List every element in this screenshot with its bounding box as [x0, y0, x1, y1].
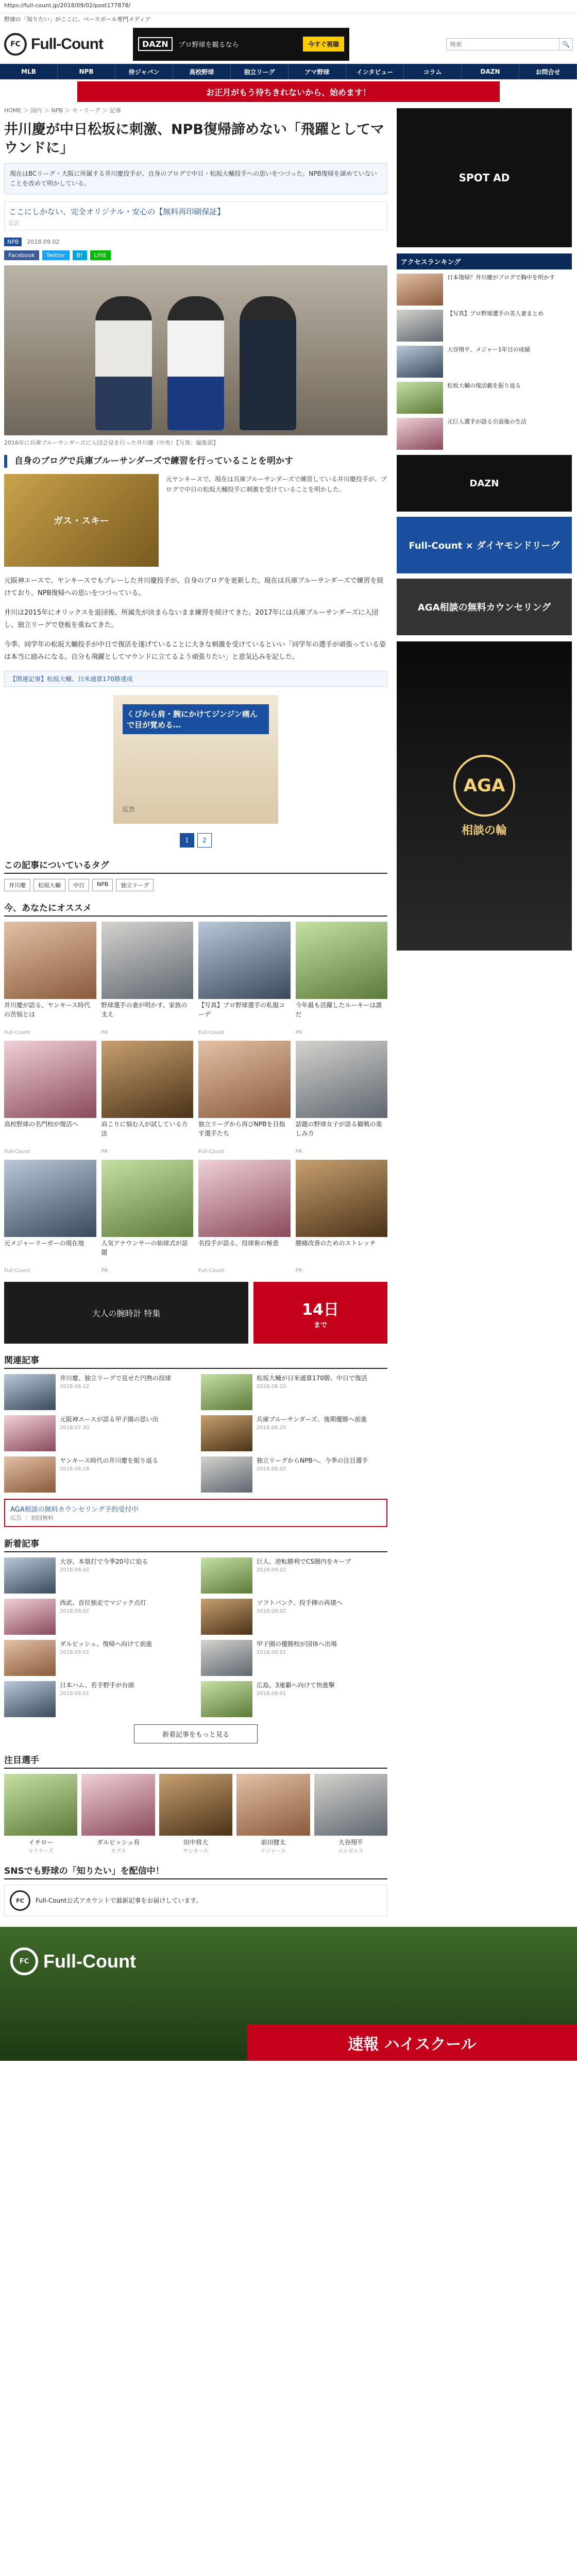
pull-text: 元ヤンキースで、現在は兵庫ブルーサンダーズで練習している井川慶投手が、ブログで中日の松坂大輔投手に刺激を受けていることを明かした。: [166, 475, 387, 494]
related-text: [257, 1415, 367, 1451]
player-card[interactable]: [159, 1774, 232, 1854]
wide-ad-right-main: 14日: [302, 1300, 339, 1319]
share-buttons: [4, 250, 387, 260]
player-team: ドジャース: [260, 1849, 286, 1855]
player-card[interactable]: [4, 1774, 77, 1854]
player-card[interactable]: [314, 1774, 387, 1854]
player-thumb: [4, 1774, 77, 1836]
news-thumb: [4, 1681, 56, 1717]
news-thumb: [201, 1681, 252, 1717]
tag-link[interactable]: 松坂大輔: [33, 879, 65, 891]
related-item[interactable]: [4, 1374, 191, 1410]
recommend-thumb: [4, 1041, 96, 1118]
tag-link[interactable]: NPB: [92, 879, 113, 891]
recommend-source: PR: [101, 1268, 108, 1274]
related-thumb: [201, 1415, 252, 1451]
recommend-source: Full-Count: [4, 1030, 30, 1036]
recommend-card[interactable]: [198, 1160, 291, 1274]
related-headline: 井川慶、独立リーグで見せた円熟の投球: [60, 1375, 172, 1382]
ranking-thumb: [397, 382, 443, 414]
recommend-caption: 【写真】プロ野球選手の私服コーデ: [198, 1002, 285, 1018]
tag-link[interactable]: 独立リーグ: [116, 879, 154, 891]
ranking-item[interactable]: [397, 310, 572, 342]
sns-embed[interactable]: [4, 1885, 387, 1917]
header-ad-brand: DAZN: [138, 37, 173, 51]
highlight-title: AGA相談の無料カウンセリング予約受付中: [10, 1506, 139, 1514]
player-card[interactable]: [81, 1774, 155, 1854]
pull-section: [4, 474, 387, 567]
tall-ad-text: 相談の輪: [461, 824, 507, 837]
text-ad[interactable]: [4, 201, 387, 230]
recommend-caption: 人気アナウンサーの始球式が話題: [101, 1240, 188, 1256]
player-card[interactable]: [236, 1774, 310, 1854]
highlight-sub: 広告 ｜ 初回無料: [10, 1515, 54, 1522]
sidebar-tall-ad[interactable]: [397, 641, 572, 951]
photo-figure: [167, 296, 224, 430]
related-thumb: [4, 1374, 56, 1410]
related-headline: ヤンキース時代の井川慶を振り返る: [60, 1457, 159, 1465]
related-headline: 松坂大輔が日米通算170勝、中日で復活: [257, 1375, 367, 1382]
ranking-text: 元巨人選手が語る引退後の生活: [447, 418, 527, 425]
recommend-thumb: [296, 922, 388, 999]
ranking-item[interactable]: [397, 346, 572, 378]
article-lead: 現在はBCリーグ・大阪に所属する井川慶投手が、自身のブログで中日・松坂大輔投手への思いをつづった。NPB復帰を諦めていないことを改めて明かしている。: [4, 163, 387, 194]
page-1-link[interactable]: 1: [180, 833, 194, 848]
article-subhead: [4, 455, 387, 468]
recommend-source: Full-Count: [198, 1149, 225, 1155]
recommend-source: Full-Count: [198, 1030, 225, 1036]
tag-list: [4, 879, 387, 891]
recommend-thumb: [101, 922, 194, 999]
recommend-caption: 腰痛改善のためのストレッチ: [295, 1240, 376, 1247]
nav-item[interactable]: 独立リーグ: [231, 64, 288, 79]
tags-title: この記事についているタグ: [4, 858, 387, 874]
news-text: [257, 1557, 351, 1594]
ranking-item[interactable]: [397, 382, 572, 414]
related-text: [60, 1415, 158, 1451]
related-date: 2018.06.18: [60, 1466, 90, 1472]
ranking-text: 大谷翔平、メジャー1年目の成績: [447, 346, 530, 353]
related-headline: 兵庫ブルーサンダーズ、後期優勝へ前進: [257, 1416, 367, 1423]
related-item[interactable]: [201, 1456, 387, 1493]
text-ad-sub: 広告: [9, 221, 19, 227]
news-item[interactable]: [201, 1681, 387, 1717]
related-thumb: [4, 1415, 56, 1451]
twitter-share-button[interactable]: Twitter: [42, 250, 70, 260]
news-headline: ダルビッシュ、復帰へ向けて前進: [60, 1640, 152, 1648]
header-ad-cta[interactable]: 今すぐ視聴: [303, 37, 344, 52]
site-header: [0, 25, 577, 64]
news-text: [60, 1640, 152, 1676]
recommend-card[interactable]: [4, 1041, 96, 1155]
nav-item[interactable]: DAZN: [462, 64, 519, 79]
news-thumb: [201, 1640, 252, 1676]
facebook-share-button[interactable]: Facebook: [4, 250, 39, 260]
news-date: 2018.09.01: [257, 1649, 286, 1655]
news-title: 新着記事: [4, 1536, 387, 1552]
news-date: 2018.09.02: [257, 1567, 286, 1573]
related-headline: 元阪神エースが語る甲子園の思い出: [60, 1416, 159, 1423]
wide-ad-right: [253, 1282, 387, 1344]
news-thumb: [201, 1557, 252, 1594]
tall-ad-circle: AGA: [453, 755, 515, 817]
recommend-source: Full-Count: [198, 1268, 225, 1274]
recommend-caption: 井川慶が語る、ヤンキース時代の苦悩とは: [4, 1002, 91, 1018]
related-date: 2018.08.20: [257, 1383, 286, 1389]
players-list: [4, 1774, 387, 1854]
line-share-button[interactable]: LINE: [90, 250, 111, 260]
site-tagline: 野球の「知りたい」がここに。ベースボール専門メディア: [4, 16, 151, 23]
recommend-thumb: [198, 1160, 291, 1237]
recommend-card[interactable]: [4, 922, 96, 1036]
ranking-text: 日本復帰？井川慶がブログで胸中を明かす: [447, 274, 555, 281]
recommend-caption: 独立リーグから再びNPBを目指す選手たち: [198, 1121, 285, 1137]
pagination: [4, 833, 387, 848]
player-name: 田中将大: [183, 1839, 208, 1846]
recommend-source: PR: [295, 1030, 302, 1036]
recommend-card[interactable]: [198, 922, 291, 1036]
related-item[interactable]: [201, 1374, 387, 1410]
news-date: 2018.09.02: [257, 1608, 286, 1614]
ranking-thumb: [397, 346, 443, 378]
nav-item[interactable]: 侍ジャパン: [115, 64, 173, 79]
recommend-grid: [4, 922, 387, 1274]
search-icon[interactable]: 🔍: [559, 38, 573, 50]
news-date: 2018.09.01: [257, 1690, 286, 1697]
recommend-card[interactable]: [296, 1160, 388, 1274]
recommend-source: PR: [295, 1149, 302, 1155]
photo-figure: [240, 296, 296, 430]
header-search: [446, 38, 573, 50]
recommend-card[interactable]: [296, 1041, 388, 1155]
related-text: [257, 1374, 367, 1410]
sidebar-top-ad[interactable]: SPOT AD: [397, 108, 572, 247]
main-nav: [0, 64, 577, 79]
nav-item[interactable]: NPB: [58, 64, 115, 79]
player-thumb: [314, 1774, 387, 1836]
tag-link[interactable]: 中日: [69, 879, 89, 891]
news-item[interactable]: [4, 1681, 191, 1717]
news-text: [60, 1599, 146, 1635]
related-date: 2018.08.02: [257, 1466, 286, 1472]
category-badge[interactable]: NPB: [4, 238, 22, 246]
player-thumb: [159, 1774, 232, 1836]
recommend-thumb: [101, 1041, 194, 1118]
recommend-thumb: [101, 1160, 194, 1237]
players-title: 注目選手: [4, 1753, 387, 1769]
breadcrumb[interactable]: HOME ＞ 国内 ＞ NPB ＞ セ・リーグ ＞ 記事: [4, 107, 121, 114]
footer-logo: [10, 1947, 136, 1975]
player-team: エンゼルス: [337, 1849, 364, 1855]
footer-video-banner[interactable]: [0, 1927, 577, 2061]
highlight-ad[interactable]: [4, 1499, 387, 1527]
inline-related-link[interactable]: 【関連記事】松坂大輔、日米通算170勝達成: [4, 671, 387, 687]
body-paragraph: 元阪神エースで、ヤンキースでもプレーした井川慶投手が、自身のブログを更新した。現在は兵庫ブルーサンダーズで練習を続けており、NPB復帰への思いをつづっている。: [4, 577, 384, 597]
inline-ad[interactable]: [113, 695, 278, 824]
news-item[interactable]: [201, 1557, 387, 1594]
news-item[interactable]: [4, 1599, 191, 1635]
recommend-card[interactable]: [101, 1041, 194, 1155]
player-name: イチロー: [28, 1839, 54, 1846]
nav-item[interactable]: お問合せ: [519, 64, 577, 79]
news-date: 2018.09.01: [60, 1690, 90, 1697]
page-2-link[interactable]: 2: [197, 833, 212, 848]
sidebar-banner-dazn[interactable]: DAZN: [397, 455, 572, 512]
related-item[interactable]: [4, 1456, 191, 1493]
recommend-caption: 今年最も活躍したルーキーは誰だ: [295, 1002, 382, 1018]
nav-item[interactable]: インタビュー: [346, 64, 404, 79]
article-meta: [4, 238, 387, 246]
article-date: 2018.09.02: [27, 239, 60, 246]
more-news-button[interactable]: 新着記事をもっと見る: [134, 1724, 258, 1743]
sns-avatar: FC: [10, 1890, 30, 1911]
news-headline: 西武、首位独走でマジック点灯: [60, 1599, 147, 1607]
site-logo[interactable]: [4, 33, 117, 56]
news-text: [257, 1681, 335, 1717]
recommend-caption: 野球選手の妻が明かす、家族の支え: [101, 1002, 188, 1018]
news-thumb: [201, 1599, 252, 1635]
related-date: 2018.08.25: [257, 1425, 286, 1431]
related-text: [60, 1374, 171, 1410]
recommend-card[interactable]: [4, 1160, 96, 1274]
nav-item[interactable]: アマ野球: [288, 64, 346, 79]
photo-caption: 2016年に兵庫ブルーサンダーズに入団会見を行った井川慶（中央）【写真：編集部】: [4, 439, 219, 447]
hatena-share-button[interactable]: B!: [73, 250, 87, 260]
ranking-item[interactable]: [397, 418, 572, 450]
article-photo: [4, 265, 387, 435]
sns-title: SNSでも野球の「知りたい」を配信中！: [4, 1863, 387, 1879]
recommend-caption: 高校野球の名門校が復活へ: [4, 1121, 79, 1128]
wide-ad[interactable]: [4, 1282, 387, 1344]
ranking-thumb: [397, 274, 443, 306]
recommend-caption: 元メジャーリーガーの現在地: [4, 1240, 84, 1247]
logo-mark: FC: [4, 33, 27, 56]
related-thumb: [201, 1456, 252, 1493]
ranking-list: [397, 274, 572, 450]
sns-text: Full-Count公式アカウントで最新記事をお届けしています。: [36, 1897, 202, 1905]
related-thumb: [4, 1456, 56, 1493]
news-date: 2018.09.02: [60, 1608, 90, 1614]
related-thumb: [201, 1374, 252, 1410]
footer-logo-mark: FC: [10, 1947, 38, 1975]
recommend-thumb: [296, 1160, 388, 1237]
ranking-title: アクセスランキング: [397, 253, 572, 269]
news-thumb: [4, 1557, 56, 1594]
promo-banner[interactable]: お正月がもう待ちきれないから、始めます！: [77, 81, 500, 102]
text-ad-head: ここにしかない、完全オリジナル・安心の【無料再印刷保証】: [9, 207, 225, 217]
news-headline: 甲子園の優勝校が国体へ出場: [257, 1640, 337, 1648]
player-name: 大谷翔平: [338, 1839, 363, 1846]
news-text: [257, 1599, 343, 1635]
news-headline: 日本ハム、若手野手が台頭: [60, 1682, 134, 1689]
wide-ad-right-sub: まで: [313, 1321, 327, 1329]
news-headline: 広島、3連覇へ向けて快進撃: [257, 1682, 335, 1689]
photo-figure: [95, 296, 152, 430]
recommend-caption: 肩こりに悩む人が試している方法: [101, 1121, 188, 1137]
related-headline: 独立リーグからNPBへ、今季の注目選手: [257, 1457, 368, 1465]
subhead-bar: [4, 455, 7, 468]
ranking-thumb: [397, 418, 443, 450]
footer-logo-word: Full-Count: [43, 1951, 136, 1972]
recommend-card[interactable]: [101, 922, 194, 1036]
player-team: マリナーズ: [28, 1849, 54, 1855]
news-headline: 大谷、本塁打で今季20号に迫る: [60, 1558, 148, 1566]
player-thumb: [236, 1774, 310, 1836]
news-text: [257, 1640, 337, 1676]
ranking-thumb: [397, 310, 443, 342]
recommend-card[interactable]: [198, 1041, 291, 1155]
recommend-thumb: [198, 922, 291, 999]
nav-item[interactable]: 高校野球: [173, 64, 231, 79]
sidebar-banner-league[interactable]: Full-Count × ダイヤモンドリーグ: [397, 517, 572, 573]
recommend-source: Full-Count: [4, 1149, 30, 1155]
pull-image[interactable]: ガス・スキー: [4, 474, 159, 567]
news-date: 2018.09.02: [60, 1567, 90, 1573]
recommend-thumb: [296, 1041, 388, 1118]
recommend-source: Full-Count: [4, 1268, 30, 1274]
inline-ad-text: 広告: [123, 806, 135, 814]
main-column: [4, 102, 387, 1917]
url-bar[interactable]: https://full-count.jp/2018/09/02/post177878/: [0, 0, 577, 13]
related-date: 2018.08.12: [60, 1383, 90, 1389]
article-body: [4, 575, 387, 664]
news-text: [60, 1557, 148, 1594]
recommend-card[interactable]: [296, 922, 388, 1036]
header-ad-text: プロ野球を観るなら: [178, 41, 239, 49]
related-list: [4, 1374, 387, 1493]
body-paragraph: 今季、同学年の松坂大輔投手が中日で復活を遂げていることに大きな刺激を受けているといい「同学年の選手が頑張っている姿は本当に励みになる。自分も飛躍としてマウンドに立てるよう頑張りたい」と意気込みを記した。: [4, 641, 386, 662]
header-ad[interactable]: [133, 28, 349, 61]
ranking-item[interactable]: [397, 274, 572, 306]
news-text: [60, 1681, 134, 1717]
recommend-thumb: [4, 922, 96, 999]
recommend-source: PR: [295, 1268, 302, 1274]
related-date: 2018.07.30: [60, 1425, 90, 1431]
footer-ribbon: 速報 ハイスクール: [247, 2025, 577, 2061]
recommend-source: PR: [101, 1030, 108, 1036]
related-item[interactable]: [201, 1415, 387, 1451]
player-thumb: [81, 1774, 155, 1836]
news-thumb: [4, 1640, 56, 1676]
recommend-source: PR: [101, 1149, 108, 1155]
player-team: ヤンキース: [183, 1849, 209, 1855]
nav-item[interactable]: MLB: [0, 64, 58, 79]
news-list: [4, 1557, 387, 1717]
ranking-text: 松坂大輔の復活劇を振り返る: [447, 382, 521, 389]
related-title: 関連記事: [4, 1353, 387, 1369]
search-input[interactable]: [446, 38, 559, 50]
tag-link[interactable]: 井川慶: [4, 879, 30, 891]
news-item[interactable]: [4, 1640, 191, 1676]
recommend-title: 今、あなたにオススメ: [4, 901, 387, 917]
news-headline: ソフトバンク、投手陣の再建へ: [257, 1599, 343, 1607]
ranking-text: 【写真】プロ野球選手の美人妻まとめ: [447, 310, 544, 317]
news-item[interactable]: [201, 1599, 387, 1635]
sidebar-banner-aga[interactable]: AGA相談の無料カウンセリング: [397, 579, 572, 635]
related-item[interactable]: [4, 1415, 191, 1451]
related-text: [257, 1456, 368, 1493]
article-title: 井川慶が中日松坂に刺激、NPB復帰諦めない「飛躍としてマウンドに」: [4, 122, 384, 157]
sidebar: [397, 102, 572, 1917]
related-text: [60, 1456, 158, 1493]
news-item[interactable]: [4, 1557, 191, 1594]
recommend-card[interactable]: [101, 1160, 194, 1274]
nav-item[interactable]: コラム: [404, 64, 462, 79]
wide-ad-left: 大人の腕時計 特集: [4, 1282, 248, 1344]
recommend-caption: 名投手が語る、投球術の極意: [198, 1240, 279, 1247]
recommend-thumb: [4, 1160, 96, 1237]
news-item[interactable]: [201, 1640, 387, 1676]
news-thumb: [4, 1599, 56, 1635]
recommend-caption: 話題の野球女子が語る観戦の楽しみ方: [295, 1121, 382, 1137]
body-paragraph: 井川は2015年にオリックスを退団後、所属先が決まらないまま練習を続けてきた。2017年には兵庫ブルーサンダーズに入団し、独立リーグで登板を重ねてきた。: [4, 608, 379, 630]
recommend-thumb: [198, 1041, 291, 1118]
subhead-text: 自身のブログで兵庫ブルーサンダーズで練習を行っていることを明かす: [14, 456, 293, 467]
player-name: 前田健太: [261, 1839, 286, 1846]
player-name: ダルビッシュ有: [96, 1839, 140, 1846]
news-headline: 巨人、逆転勝利でCS圏内をキープ: [257, 1558, 351, 1566]
logo-word: Full-Count: [31, 35, 103, 53]
news-date: 2018.09.01: [60, 1649, 90, 1655]
inline-ad-title: くびから肩・腕にかけてジンジン痛んで目が覚める…: [123, 704, 269, 734]
player-team: カブス: [110, 1849, 126, 1855]
